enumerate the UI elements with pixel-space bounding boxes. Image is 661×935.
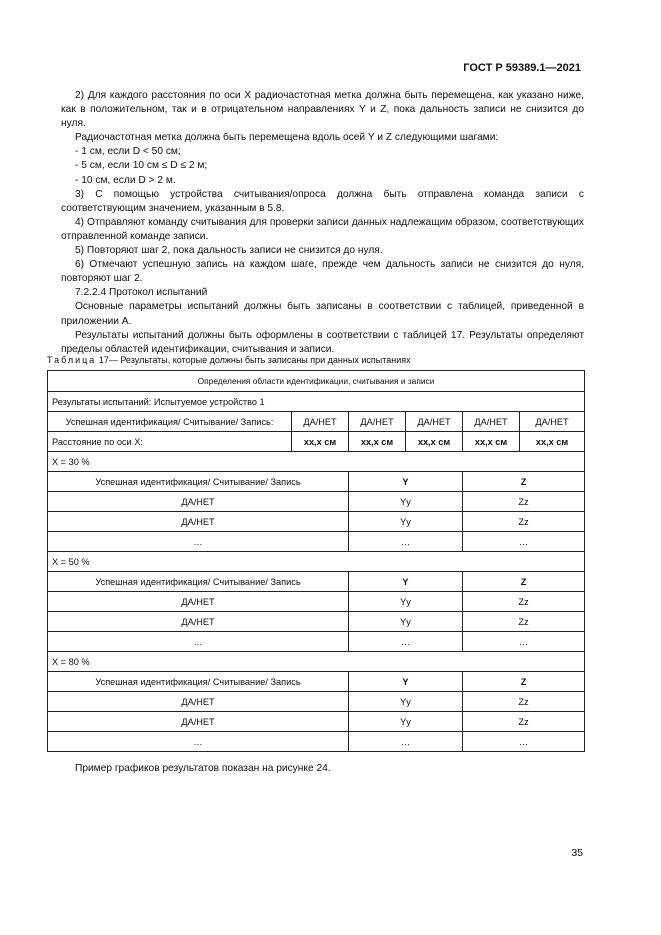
table-cell: ДА/НЕТ [48,612,349,632]
table-row [48,492,585,512]
paragraph: 3) С помощью устройства считывания/опроса должна быть отправлена команда записи с соответствующим значением, указанным в 5.8. [61,188,584,214]
table-cell: ДА/НЕТ [48,512,349,532]
section-label-row [48,552,585,572]
table-title-row [48,371,585,392]
y-header: Y [349,672,463,692]
table-row [48,532,585,552]
table-cell: … [349,632,463,652]
table-cell: Zz [463,612,585,632]
paragraph: Радиочастотная метка должна быть перемещена вдоль осей Y и Z следующими шагами: [75,132,499,144]
section-label: X = 80 % [48,652,585,672]
table-cell: ДА/НЕТ [48,592,349,612]
distance-cell: xx,x см [520,432,585,452]
table-cell: … [349,732,463,752]
table-cell: Yy [349,692,463,712]
table-row [48,632,585,652]
z-header: Z [463,472,585,492]
table-row [48,432,585,452]
yes-no-cell: ДА/НЕТ [292,412,349,432]
y-header: Y [349,572,463,592]
section-label: X = 30 % [48,452,585,472]
success-label: Успешная идентификация/ Считывание/ Запись: [48,412,292,432]
list-item: - 5 см, если 10 см ≤ D ≤ 2 м; [75,160,208,172]
yes-no-cell: ДА/НЕТ [520,412,585,432]
section-header-row [48,672,585,692]
table-row [48,392,585,412]
section-heading: 7.2.2.4 Протокол испытаний [75,287,208,299]
table-row [48,412,585,432]
list-item: - 10 см, если D > 2 м. [75,174,176,186]
table-cell: … [48,532,349,552]
list-item: - 1 см, если D < 50 см; [75,146,181,158]
section-label-row [48,452,585,472]
table-cell: Zz [463,512,585,532]
page-number: 35 [571,847,583,859]
device-label: Результаты испытаний: Испытуемое устройство 1 [48,392,585,412]
table-caption-prefix: Таблица [47,355,97,365]
distance-cell: xx,x см [406,432,463,452]
success-header: Успешная идентификация/ Считывание/ Запись [48,572,349,592]
results-table [47,370,585,752]
z-header: Z [463,672,585,692]
paragraph: 6) Отмечают успешную запись на каждом шаге, прежде чем дальность записи не снизится до нуля, повторяют шаг 2. [61,259,584,285]
document-header: ГОСТ Р 59389.1—2021 [463,62,581,74]
table-cell: Zz [463,692,585,712]
table-cell: Yy [349,712,463,732]
table-row [48,592,585,612]
table-title: Определения области идентификации, считывания и записи [48,371,585,392]
section-header-row [48,572,585,592]
yes-no-cell: ДА/НЕТ [463,412,520,432]
section-label-row [48,652,585,672]
table-cell: Yy [349,612,463,632]
table-cell: Yy [349,512,463,532]
table-caption [47,355,411,365]
table-cell: ДА/НЕТ [48,712,349,732]
table-row [48,512,585,532]
table-cell: … [463,732,585,752]
table-caption-text: 17— Результаты, которые должны быть записаны при данных испытаниях [98,355,411,365]
section-label: X = 50 % [48,552,585,572]
table-cell: … [48,732,349,752]
body-text [61,89,584,357]
table-cell: ДА/НЕТ [48,492,349,512]
paragraph: Основные параметры испытаний должны быть записаны в соответствии с таблицей, приведенной в приложении А. [61,301,584,327]
paragraph: Результаты испытаний должны быть оформлены в соответствии с таблицей 17. Результаты определяют пределы областей идентификации, считывания и записи. [61,329,584,355]
table-row [48,612,585,632]
distance-label: Расстояние по оси X: [48,432,292,452]
paragraph: 2) Для каждого расстояния по оси X радиочастотная метка должна быть перемещена, как указано ниже, как в положительном, так и в отрицательном направлениях Y и Z, пока дальность записи не снизится до нуля. [61,90,584,130]
success-header: Успешная идентификация/ Считывание/ Запись [48,472,349,492]
table-cell: Yy [349,492,463,512]
table-cell: … [349,532,463,552]
table-cell: … [463,632,585,652]
distance-cell: xx,x см [292,432,349,452]
paragraph: 5) Повторяют шаг 2, пока дальность записи не снизится до нуля. [75,245,383,257]
table-cell: Zz [463,712,585,732]
table-cell: … [48,632,349,652]
yes-no-cell: ДА/НЕТ [406,412,463,432]
table-row [48,732,585,752]
success-header: Успешная идентификация/ Считывание/ Запись [48,672,349,692]
paragraph: 4) Отправляют команду считывания для проверки записи данных надлежащим образом, соответствующих отправленной команде записи. [61,216,584,242]
table-cell: Zz [463,492,585,512]
table-cell: Yy [349,592,463,612]
figure-reference-text: Пример графиков результатов показан на рисунке 24. [75,763,331,774]
table-row [48,712,585,732]
table-row [48,692,585,712]
table-cell: ДА/НЕТ [48,692,349,712]
distance-cell: xx,x см [463,432,520,452]
y-header: Y [349,472,463,492]
z-header: Z [463,572,585,592]
table-cell: Zz [463,592,585,612]
yes-no-cell: ДА/НЕТ [349,412,406,432]
distance-cell: xx,x см [349,432,406,452]
section-header-row [48,472,585,492]
table-cell: … [463,532,585,552]
